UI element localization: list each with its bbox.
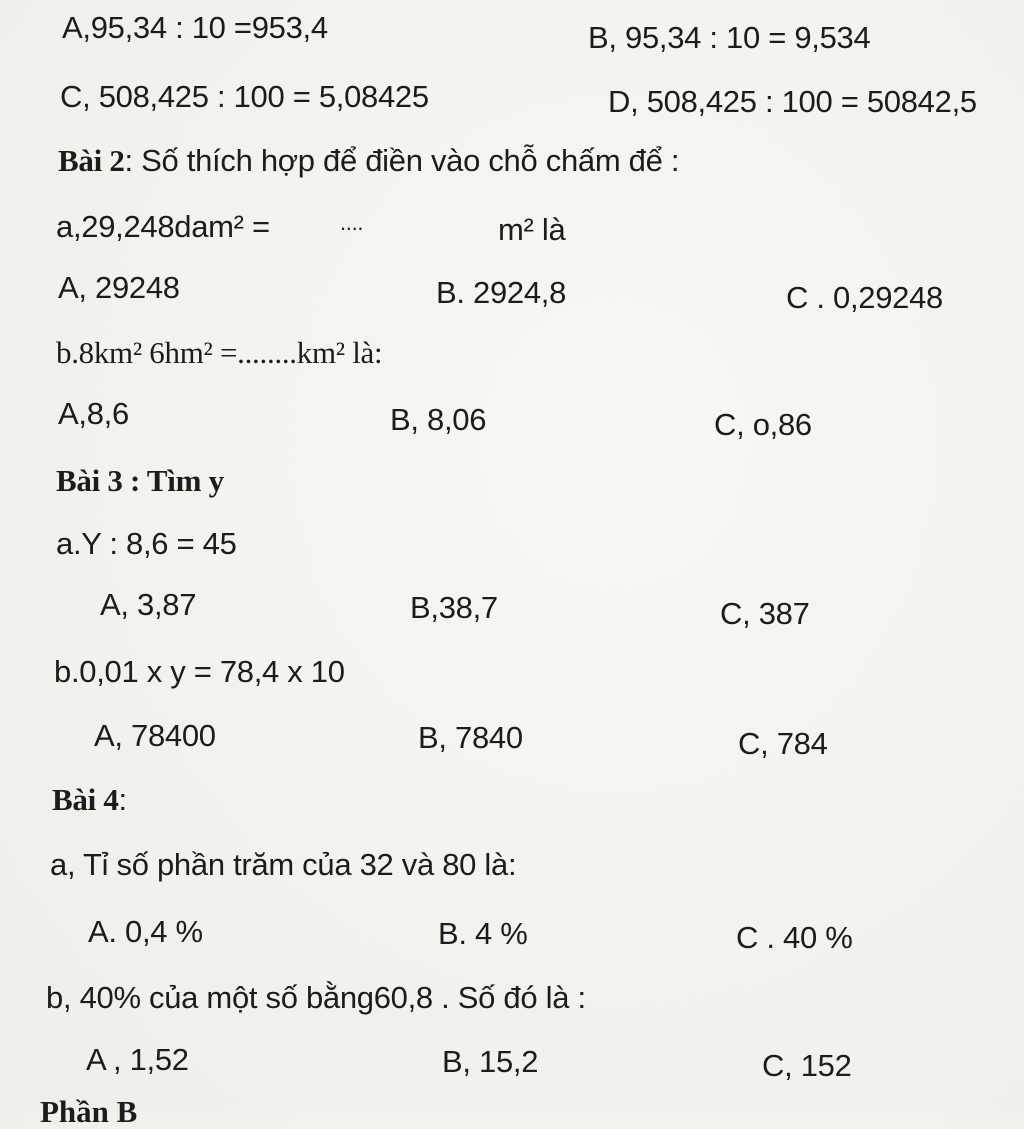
bottom-cut-text: Phần B	[40, 1094, 138, 1129]
bai1-option-a: A,95,34 : 10 =953,4	[62, 10, 328, 45]
bai3-qa-option-b: B,38,7	[410, 590, 498, 625]
bottom-cut-heading	[40, 1094, 240, 1129]
bai3-question-a: a.Y : 8,6 = 45	[56, 526, 237, 561]
bai4-qa-option-a: A. 0,4 %	[88, 914, 203, 949]
bai4-question-b: b, 40% của một số bằng60,8 . Số đó là :	[46, 980, 586, 1015]
bai3-qa-option-c: C, 387	[720, 596, 810, 631]
bai3-qa-option-a: A, 3,87	[100, 587, 197, 622]
bai2-question-b: b.8km² 6hm² =........km² là:	[56, 335, 383, 370]
bai1-option-b: B, 95,34 : 10 = 9,534	[588, 20, 871, 55]
bai2-title: Bài 2	[58, 143, 125, 178]
bai2-question-a-blank: ....	[340, 210, 364, 235]
bai4-question-a: a, Tỉ số phần trăm của 32 và 80 là:	[50, 847, 517, 882]
bai3-qb-option-a: A, 78400	[94, 718, 216, 753]
bai2-question-a-right: m² là	[498, 212, 566, 247]
bai2-qa-option-a: A, 29248	[58, 270, 180, 305]
bai4-title: Bài 4	[52, 782, 119, 817]
bai2-qb-option-c: C, o,86	[714, 407, 812, 442]
bai1-option-d: D, 508,425 : 100 = 50842,5	[608, 84, 977, 119]
bai3-qb-option-c: C, 784	[738, 726, 828, 761]
bai4-qb-option-c: C, 152	[762, 1048, 852, 1083]
bai2-heading	[58, 145, 679, 176]
bai4-qb-option-b: B, 15,2	[442, 1044, 539, 1079]
bai1-option-c: C, 508,425 : 100 = 5,08425	[60, 79, 429, 114]
bai4-colon: :	[118, 782, 127, 817]
bai2-qa-option-c: C . 0,29248	[786, 280, 943, 315]
bai3-title: Bài 3 : Tìm y	[56, 463, 224, 498]
bai2-question-a-left: a,29,248dam² =	[56, 209, 270, 244]
bai3-qb-option-b: B, 7840	[418, 720, 523, 755]
bai2-qb-option-b: B, 8,06	[390, 402, 487, 437]
bai4-qa-option-b: B. 4 %	[438, 916, 528, 951]
bai2-instruction: : Số thích hợp để điền vào chỗ chấm để :	[124, 143, 680, 178]
bai3-question-b: b.0,01 x y = 78,4 x 10	[54, 654, 345, 689]
bai2-qa-option-b: B. 2924,8	[436, 275, 567, 310]
bai4-qa-option-c: C . 40 %	[736, 920, 853, 955]
bai4-heading	[52, 784, 127, 815]
bai2-qb-option-a: A,8,6	[58, 396, 129, 431]
bai4-qb-option-a: A , 1,52	[86, 1042, 189, 1077]
